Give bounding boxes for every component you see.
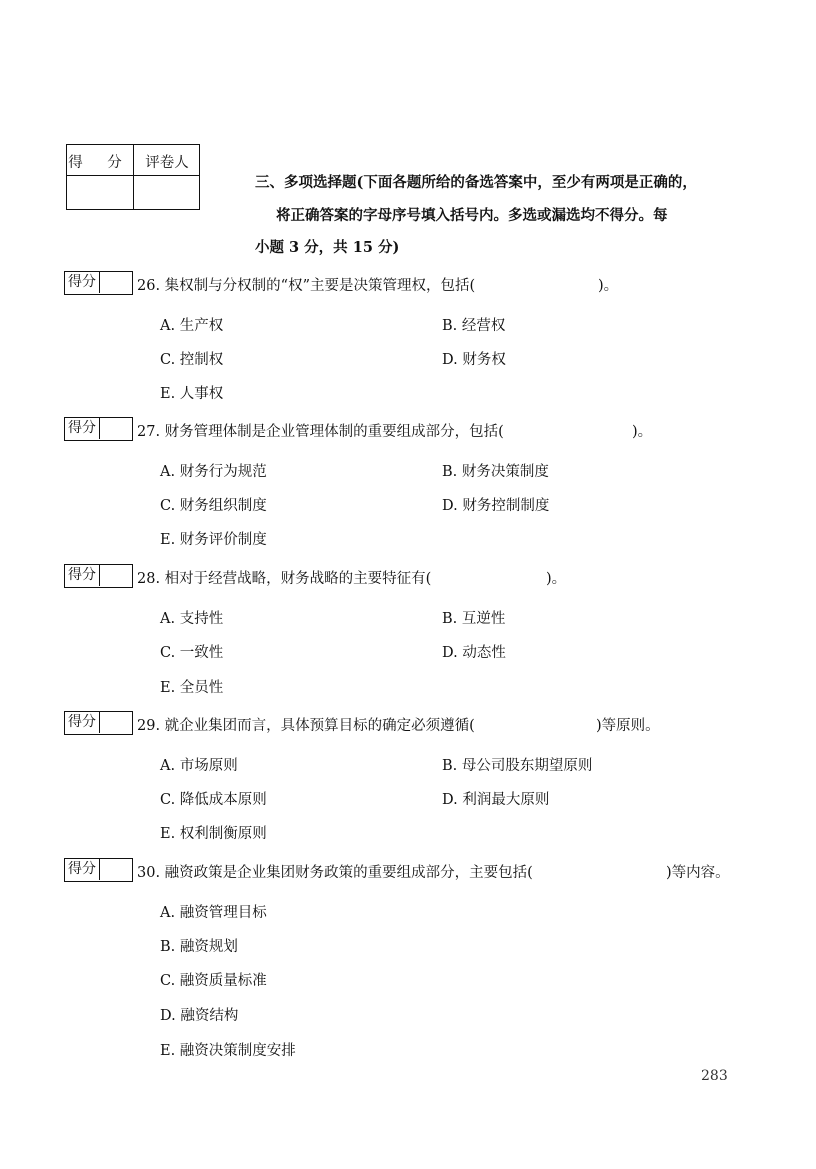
score-header: 得 分: [68, 155, 132, 171]
score-label: 得分: [65, 859, 100, 880]
question-score-box: [64, 711, 133, 735]
question-score-box: [64, 858, 133, 882]
section-title-line3: 小题 3 分，共 15 分): [255, 239, 400, 256]
question-score-box: [64, 417, 133, 441]
score-label: 得分: [65, 272, 100, 293]
option-e: E. 人事权: [160, 386, 224, 402]
option-d: D. 财务控制制度: [442, 498, 550, 514]
section-title-line1: 三、多项选择题(下面各题所给的备选答案中，至少有两项是正确的，: [255, 174, 697, 191]
page-number: 283: [701, 1068, 728, 1084]
section-title-line2: 将正确答案的字母序号填入括号内。多选或漏选均不得分。每: [276, 207, 668, 224]
option-d: D. 融资结构: [160, 1008, 239, 1024]
option-a: A. 支持性: [160, 611, 224, 627]
option-b: B. 母公司股东期望原则: [442, 758, 593, 774]
option-e: E. 全员性: [160, 680, 224, 696]
question-26-text: 26. 集权制与分权制的“权”主要是决策管理权，包括(: [137, 278, 476, 294]
score-label: 得分: [65, 712, 100, 733]
question-score-box: [64, 564, 133, 588]
question-28-text: 28. 相对于经营战略，财务战略的主要特征有(: [137, 571, 432, 587]
option-b: B. 经营权: [442, 318, 506, 334]
option-d: D. 利润最大原则: [442, 792, 550, 808]
option-c: C. 融资质量标准: [160, 973, 267, 989]
question-29-text: 29. 就企业集团而言，具体预算目标的确定必须遵循(: [137, 718, 475, 734]
option-c: C. 一致性: [160, 645, 224, 661]
option-d: D. 财务权: [442, 352, 506, 368]
option-e: E. 财务评价制度: [160, 532, 267, 548]
option-b: B. 融资规划: [160, 939, 238, 955]
option-c: C. 控制权: [160, 352, 224, 368]
option-a: A. 生产权: [160, 318, 224, 334]
score-label: 得分: [65, 565, 100, 586]
question-28-close: )。: [546, 571, 567, 587]
question-29-close: )等原则。: [596, 718, 660, 734]
score-table: [66, 144, 200, 210]
question-27-text: 27. 财务管理体制是企业管理体制的重要组成部分，包括(: [137, 424, 504, 440]
grader-header: 评卷人: [145, 155, 189, 171]
option-c: C. 降低成本原则: [160, 792, 267, 808]
question-27-close: )。: [632, 424, 653, 440]
option-e: E. 权利制衡原则: [160, 826, 267, 842]
option-a: A. 财务行为规范: [160, 464, 267, 480]
option-c: C. 财务组织制度: [160, 498, 267, 514]
option-e: E. 融资决策制度安排: [160, 1043, 296, 1059]
option-b: B. 财务决策制度: [442, 464, 549, 480]
question-26-close: )。: [598, 278, 619, 294]
option-b: B. 互逆性: [442, 611, 506, 627]
option-d: D. 动态性: [442, 645, 506, 661]
question-30-text: 30. 融资政策是企业集团财务政策的重要组成部分，主要包括(: [137, 865, 533, 881]
option-a: A. 市场原则: [160, 758, 238, 774]
table-divider: [67, 175, 199, 176]
question-score-box: [64, 271, 133, 295]
option-a: A. 融资管理目标: [160, 905, 267, 921]
score-label: 得分: [65, 418, 100, 439]
question-30-close: )等内容。: [666, 865, 730, 881]
